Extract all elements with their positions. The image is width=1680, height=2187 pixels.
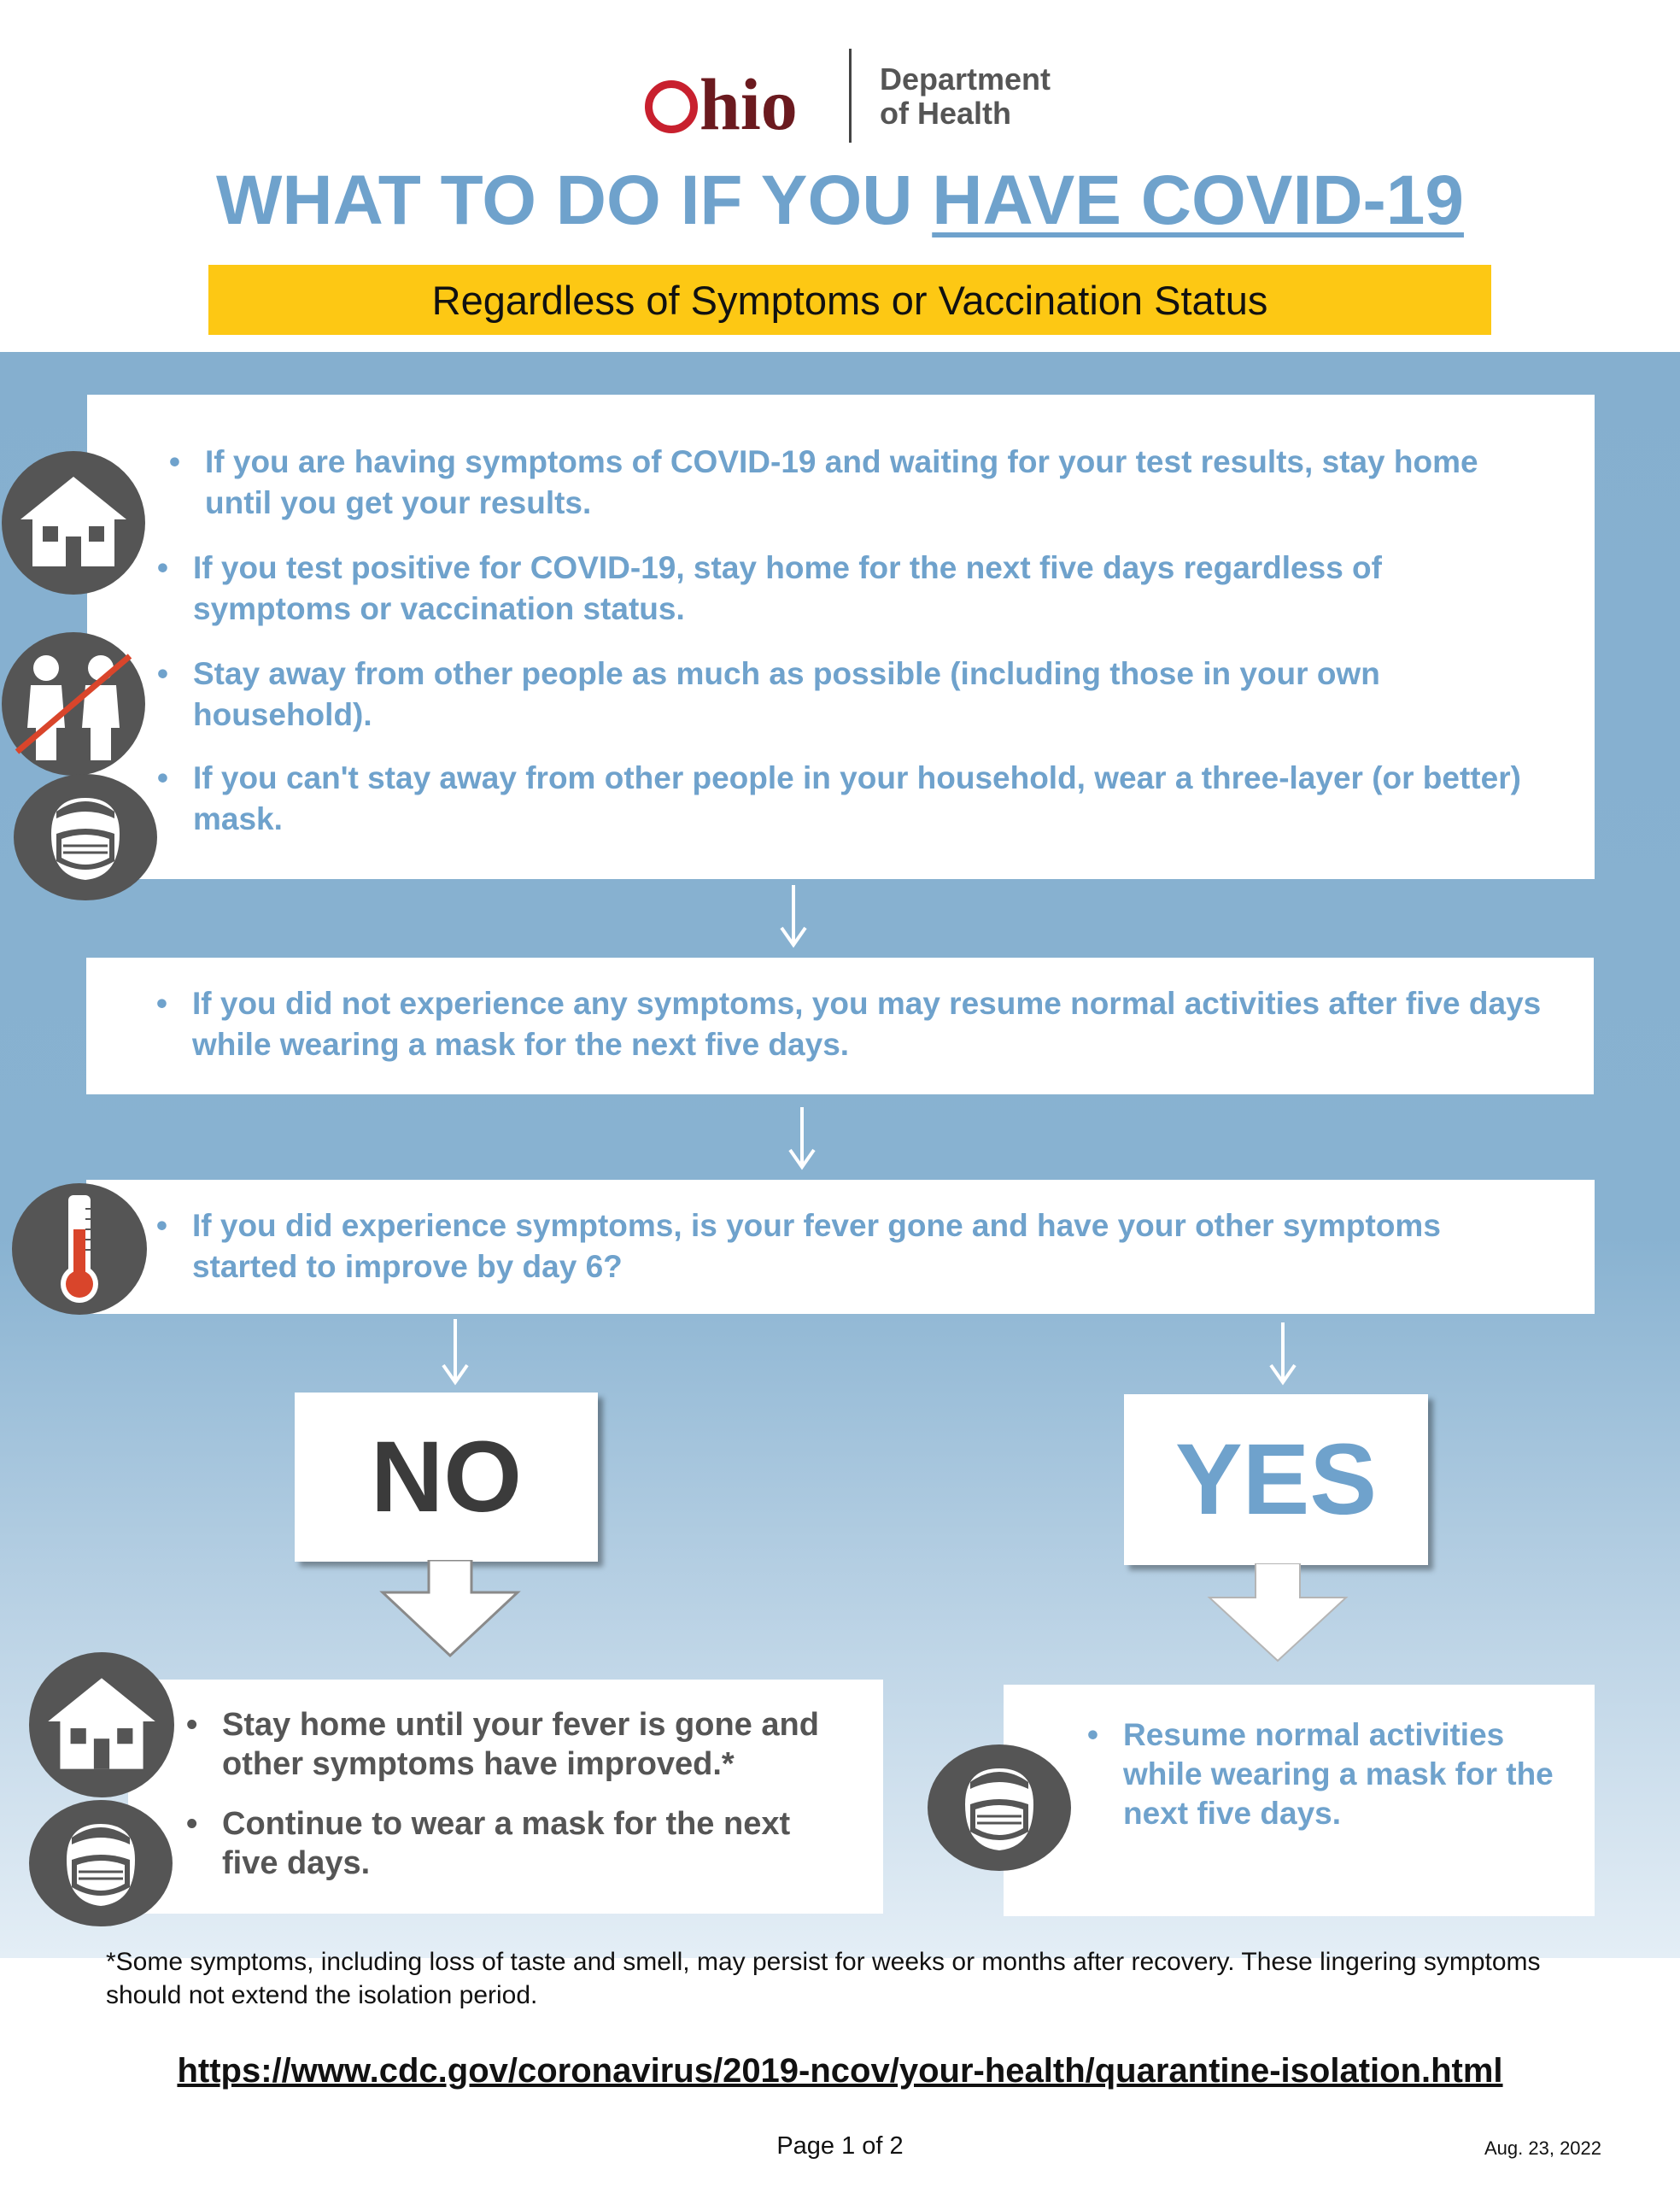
page-number: Page 1 of 2 — [776, 2132, 904, 2160]
down-arrow-icon — [1268, 1322, 1297, 1386]
down-arrow-icon — [779, 885, 808, 948]
department-name — [880, 62, 1051, 131]
list-item: • If you did not experience any symptoms, you may resume normal activities after five days while wearing a mask for the next five days. — [192, 983, 1542, 1065]
list-item: • Resume normal activities while wearing a mask for the next five days. — [1123, 1715, 1578, 1833]
yes-choice-box: YES — [1124, 1394, 1428, 1565]
list-item: • If you are having symptoms of COVID-19 and waiting for your test results, stay home until you get your results. — [205, 442, 1543, 524]
no-choice-box: NO — [295, 1393, 598, 1562]
no-contact-icon — [2, 632, 145, 776]
list-item: • Stay home until your fever is gone and other symptoms have improved.* — [222, 1705, 849, 1784]
ohio-logo — [645, 53, 798, 155]
document-date: Aug. 23, 2022 — [1484, 2137, 1602, 2159]
section-1-bullets — [193, 442, 1543, 840]
section-3-box — [86, 1180, 1595, 1314]
no-branch-box — [128, 1680, 883, 1914]
list-item: • If you can't stay away from other people in your household, wear a three-layer (or better) mask. — [193, 758, 1543, 840]
down-arrow-icon — [441, 1319, 470, 1386]
list-item: • If you did experience symptoms, is your fever gone and have your other symptoms started to improve by day 6? — [192, 1205, 1543, 1287]
down-arrow-icon — [787, 1107, 817, 1170]
no-branch-bullets — [222, 1705, 849, 1883]
page-title — [0, 161, 1680, 241]
face-mask-icon — [29, 1799, 173, 1927]
face-mask-icon — [14, 774, 157, 900]
section-2-box — [86, 958, 1594, 1094]
house-icon — [2, 451, 145, 595]
subtitle-banner: Regardless of Symptoms or Vaccination Status — [208, 265, 1491, 335]
face-mask-icon — [928, 1744, 1071, 1871]
section-2-bullets — [192, 983, 1542, 1065]
yes-branch-box — [1004, 1685, 1595, 1916]
dept-line-1: Department — [880, 62, 1051, 97]
yes-branch-bullets — [1123, 1715, 1578, 1833]
house-icon — [29, 1652, 174, 1797]
no-branch-arrow-icon — [378, 1560, 523, 1659]
dept-line-2: of Health — [880, 96, 1012, 131]
list-item: • Stay away from other people as much as possible (including those in your own household). — [193, 654, 1543, 736]
yes-branch-arrow-icon — [1204, 1563, 1349, 1664]
title-underlined: HAVE COVID-19 — [932, 161, 1464, 239]
ohio-logo-text: hio — [700, 63, 798, 145]
list-item: • Continue to wear a mask for the next five days. — [222, 1804, 849, 1883]
cdc-link[interactable]: https://www.cdc.gov/coronavirus/2019-ncov/your-health/quarantine-isolation.html — [177, 2052, 1503, 2090]
thermometer-icon — [12, 1183, 147, 1315]
ohio-logo-o — [645, 80, 698, 133]
logo-divider — [849, 49, 852, 143]
title-plain: WHAT TO DO IF YOU — [216, 161, 933, 239]
section-1-box — [87, 395, 1595, 879]
section-3-bullets — [192, 1205, 1543, 1287]
footnote: *Some symptoms, including loss of taste and smell, may persist for weeks or months after recovery. These lingering symptoms should not extend the isolation period. — [106, 1948, 1541, 2009]
list-item: • If you test positive for COVID-19, stay home for the next five days regardless of symptoms or vaccination status. — [193, 548, 1543, 630]
